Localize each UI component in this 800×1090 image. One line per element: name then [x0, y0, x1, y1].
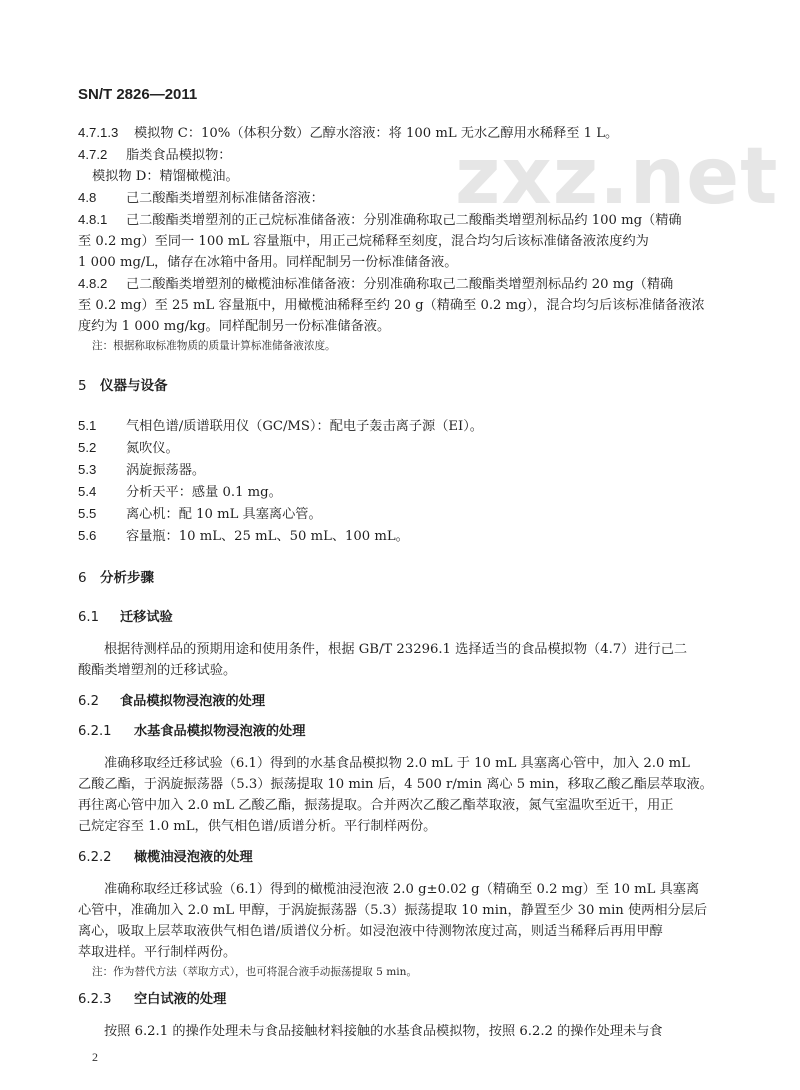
section-6-2-2-line4: 萃取进样。平行制样两份。 — [78, 945, 237, 960]
section-6-1-para-line2: 酸酯类增塑剂的迁移试验。 — [78, 663, 237, 678]
note-alternative-method: 注：作为替代方法（萃取方式），也可将混合液手动振荡提取 5 min。 — [92, 966, 418, 978]
section-6-2-2-line2: 心管中，准确加入 2.0 mL 甲醇，于涡旋振荡器（5.3）振荡提取 10 min，静置至少 30 min 使两相分层后 — [78, 903, 708, 918]
clause-5-3: 5.3 涡旋振荡器。 — [78, 462, 206, 478]
section-6-2-1-line2: 乙酸乙酯，于涡旋振荡器（5.3）振荡提取 10 min 后，4 500 r/min 离心 5 min，移取乙酸乙酯层萃取液。 — [78, 777, 713, 792]
section-6-2-2-line3: 离心，吸取上层萃取液供气相色谱/质谱仪分析。如浸泡液中待测物浓度过高，则适当稀释后再用甲醇 — [78, 924, 663, 939]
clause-4-7-2-line: 模拟物 D：精馏橄榄油。 — [92, 169, 239, 184]
clause-5-5: 5.5 离心机：配 10 mL 具塞离心管。 — [78, 506, 322, 522]
clause-4-7-2: 4.7.2 脂类食品模拟物： — [78, 147, 232, 163]
section-6-1-para-line1: 根据待测样品的预期用途和使用条件，根据 GB/T 23296.1 选择适当的食品模拟物（4.7）进行己二 — [104, 642, 688, 657]
section-6-2-3-title: 6.2.3 空白试液的处理 — [78, 992, 227, 1007]
section-6-2-2-line1: 准确称取经迁移试验（6.1）得到的橄榄油浸泡液 2.0 g±0.02 g（精确至 0.2 mg）至 10 mL 具塞离 — [104, 882, 700, 897]
clause-5-1: 5.1 气相色谱/质谱联用仪（GC/MS）：配电子轰击离子源（EI）。 — [78, 418, 483, 434]
clause-4-8-1-line2: 至 0.2 mg）至同一 100 mL 容量瓶中，用正己烷稀释至刻度，混合均匀后该标准储备液浓度约为 — [78, 234, 649, 249]
section-6-2-1-line4: 己烷定容至 1.0 mL，供气相色谱/质谱分析。平行制样两份。 — [78, 819, 437, 834]
clause-4-8: 4.8 己二酸酯类增塑剂标准储备溶液： — [78, 190, 324, 206]
note-standard-concentration: 注：根据称取标准物质的质量计算标准储备液浓度。 — [92, 340, 336, 352]
section-6-title: 6 分析步骤 — [78, 570, 154, 586]
section-5-title: 5 仪器与设备 — [78, 378, 168, 394]
watermark: zxz.net — [455, 132, 779, 222]
section-6-2-2-title: 6.2.2 橄榄油浸泡液的处理 — [78, 850, 253, 865]
section-6-2-1-title: 6.2.1 水基食品模拟物浸泡液的处理 — [78, 724, 306, 739]
section-6-2-1-line1: 准确移取经迁移试验（6.1）得到的水基食品模拟物 2.0 mL 于 10 mL 具塞离心管中，加入 2.0 mL — [104, 756, 690, 771]
section-6-2-title: 6.2 食品模拟物浸泡液的处理 — [78, 694, 266, 709]
standard-header: SN/T 2826—2011 — [78, 86, 198, 103]
clause-4-8-2: 4.8.2 己二酸酯类增塑剂的橄榄油标准储备液：分别准确称取己二酸酯类增塑剂标品约 20 mg（精确 — [78, 276, 674, 292]
section-6-1-title: 6.1 迁移试验 — [78, 610, 173, 625]
clause-5-2: 5.2 氮吹仪。 — [78, 440, 179, 456]
clause-4-8-2-line2: 至 0.2 mg）至 25 mL 容量瓶中，用橄榄油稀释至约 20 g（精确至 0.2 mg），混合均匀后该标准储备液浓 — [78, 298, 705, 313]
page-number: 2 — [92, 1050, 98, 1064]
clause-4-8-2-line3: 度约为 1 000 mg/kg。同样配制另一份标准储备液。 — [78, 319, 391, 334]
section-6-2-1-line3: 再往离心管中加入 2.0 mL 乙酸乙酯，振荡提取。合并两次乙酸乙酯萃取液，氮气室温吹至近干，用正 — [78, 798, 674, 813]
clause-4-8-1: 4.8.1 己二酸酯类增塑剂的正己烷标准储备液：分别准确称取己二酸酯类增塑剂标品约 100 mg（精确 — [78, 212, 682, 228]
clause-4-7-1-3: 4.7.1.3 模拟物 C：10%（体积分数）乙醇水溶液：将 100 mL 无水乙醇用水稀释至 1 L。 — [78, 125, 619, 141]
clause-5-4: 5.4 分析天平：感量 0.1 mg。 — [78, 484, 282, 500]
section-6-2-3-line1: 按照 6.2.1 的操作处理未与食品接触材料接触的水基食品模拟物，按照 6.2.2 的操作处理未与食 — [104, 1024, 663, 1039]
clause-5-6: 5.6 容量瓶：10 mL、25 mL、50 mL、100 mL。 — [78, 528, 409, 544]
document-body — [78, 122, 718, 1042]
clause-4-8-1-line3: 1 000 mg/L，储存在冰箱中备用。同样配制另一份标准储备液。 — [78, 255, 458, 270]
